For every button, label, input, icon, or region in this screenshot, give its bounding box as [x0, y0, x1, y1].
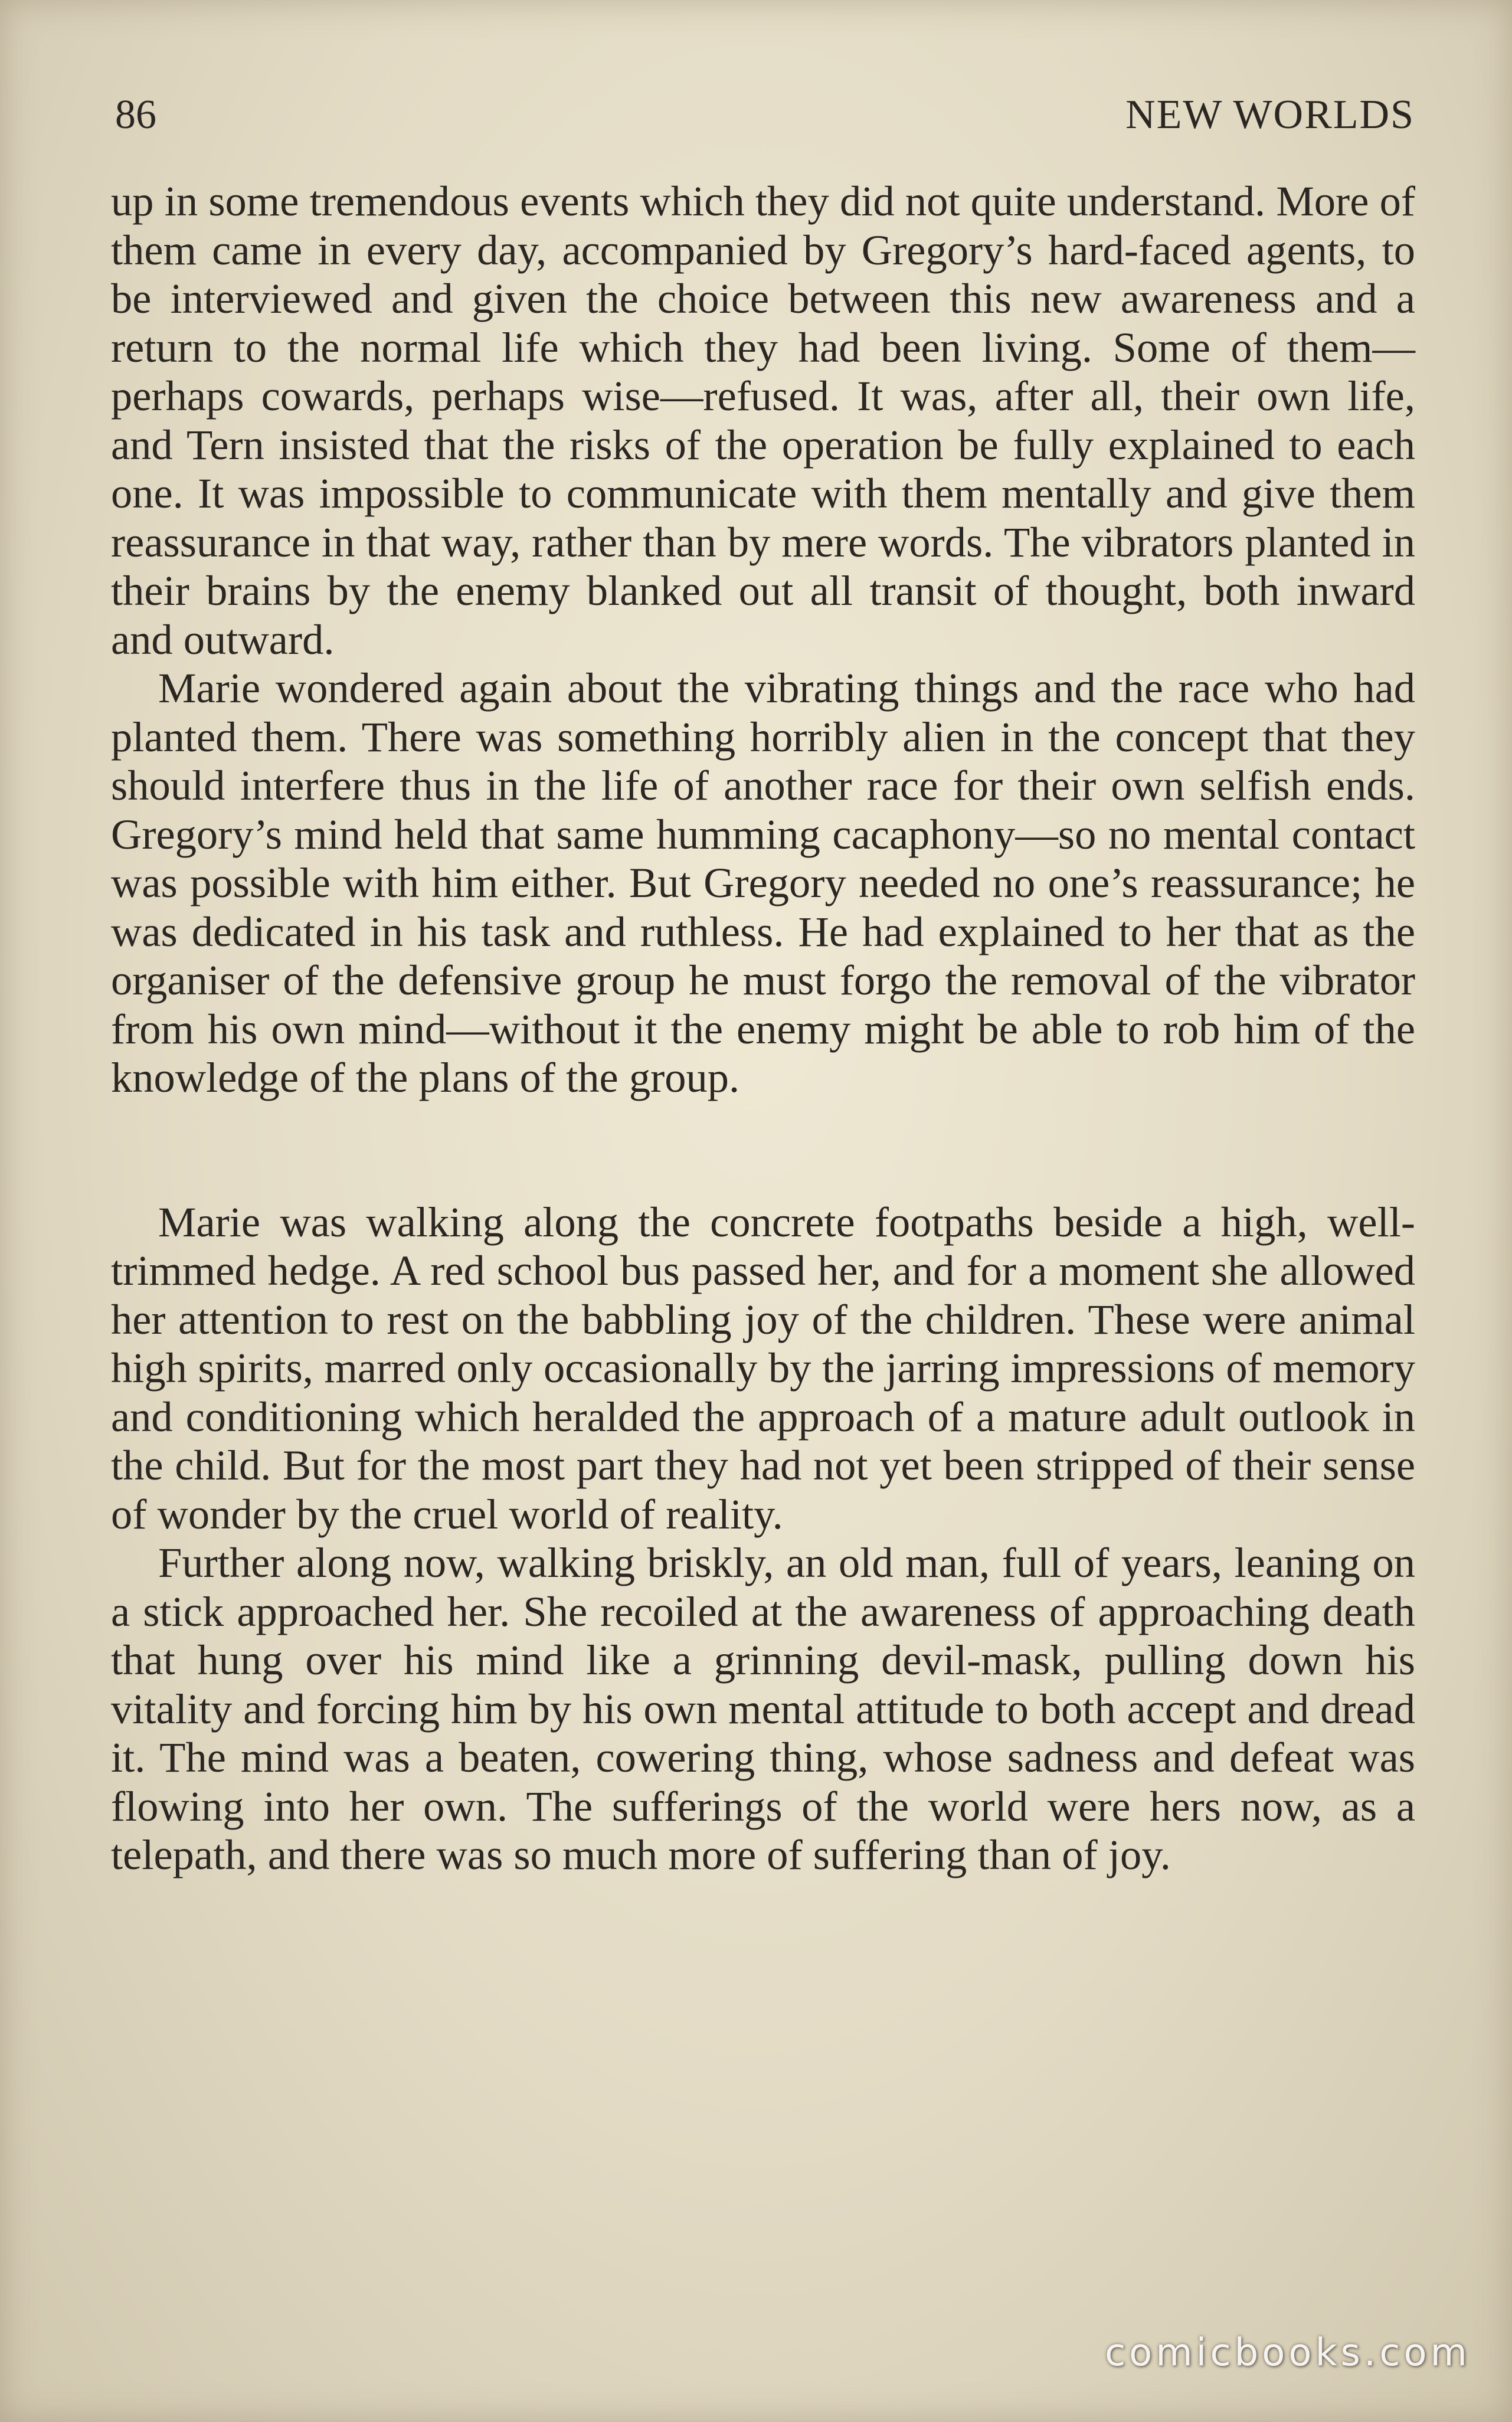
- page-number: 86: [115, 92, 156, 138]
- section-break: [111, 1102, 1415, 1198]
- paragraph-old-man: Further along now, walking briskly, an old man, full of years, leaning on a stick approached her. She recoiled at the awareness of approaching death that hung over his mind like a grinning devil-mask, pulling down his vitality and forcing him by his own mental attitude to both accept and dread it. The mind was a beaten, cowering thing, whose sadness and defeat was flowing into her own. The sufferings of the world were hers now, as a telepath, and there was so much more of suffering than of joy.: [111, 1539, 1415, 1878]
- paragraph-continued: up in some tremendous events which they did not quite understand. More of them came in every day, accompanied by Gregory’s hard-faced agents, to be interviewed and given the choice between this new awareness and a return to the normal life which they had been living. Some of them—perhaps cowards, perhaps wise—refused. It was, after all, their own life, and Tern insisted that the risks of the operation be fully explained to each one. It was impossible to communicate with them mentally and give them reassurance in that way, rather than by mere words. The vibrators planted in their brains by the enemy blanked out all transit of thought, both inward and outward.: [111, 177, 1415, 663]
- running-title: NEW WORLDS: [1125, 92, 1415, 138]
- paragraph-marie-wondered: Marie wondered again about the vibrating things and the race who had planted them. There was something horribly alien in the concept that they should interfere thus in the life of another race for their own selfish ends. Gregory’s mind held that same humming cacaphony—so no mental contact was possible with him either. But Gregory needed no one’s reassurance; he was dedicated in his task and ruthless. He had explained to her that as the organiser of the defensive group he must forgo the removal of the vibrator from his own mind—without it the enemy might be able to rob him of the knowledge of the plans of the group.: [111, 664, 1415, 1101]
- running-head: [115, 89, 1415, 142]
- body-text: [111, 177, 1415, 1880]
- paragraph-marie-walking: Marie was walking along the concrete footpaths beside a high, well-trimmed hedge. A red school bus passed her, and for a moment she allowed her attention to rest on the babbling joy of the children. These were animal high spirits, marred only occasionally by the jarring impressions of memory and conditioning which heralded the approach of a mature adult outlook in the child. But for the most part they had not yet been stripped of their sense of wonder by the cruel world of reality.: [111, 1197, 1415, 1538]
- watermark: comicbooks.com: [1104, 2331, 1471, 2375]
